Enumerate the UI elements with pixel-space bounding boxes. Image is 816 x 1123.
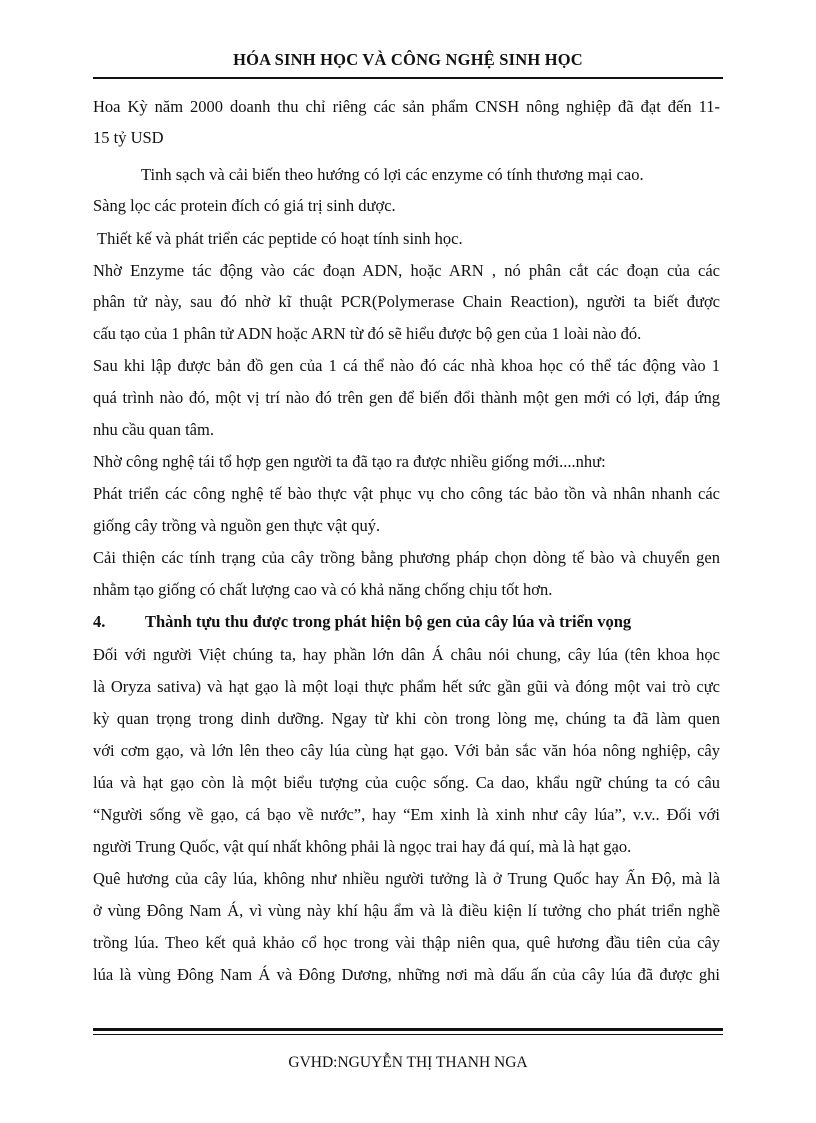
body-line: Nhờ Enzyme tác động vào các đoạn ADN, hoặc ARN , nó phân cắt các đoạn của các: [93, 261, 720, 280]
body-line: Thiết kế và phát triển các peptide có hoạt tính sinh học.: [97, 229, 463, 248]
body-line: 15 tỷ USD: [93, 128, 164, 147]
body-line: Tinh sạch và cải biến theo hướng có lợi các enzyme có tính thương mại cao.: [141, 165, 644, 184]
body-line: người Trung Quốc, vật quí nhất không phải là ngọc trai hay đá quí, mà là hạt gạo.: [93, 837, 632, 856]
body-line: quá trình nào đó, một vị trí nào đó trên gen để biến đổi thành một gen mới có lợi, đáp ứng: [93, 388, 720, 407]
body-line: trồng lúa. Theo kết quả khảo cổ học trong vài thập niên qua, quê hương đầu tiên của cây: [93, 933, 720, 952]
section-number: 4.: [93, 612, 106, 631]
body-line: Nhờ công nghệ tái tổ hợp gen người ta đã tạo ra được nhiều giống mới....như:: [93, 452, 606, 471]
body-line: với cơm gạo, và lớn lên theo cây lúa cùng hạt gạo. Với bản sắc văn hóa nông nghiệp, cây: [93, 741, 720, 760]
footer-divider-thin: [93, 1034, 723, 1035]
body-line: kỳ quan trọng trong dinh dưỡng. Ngay từ khi còn trong lòng mẹ, chúng ta đã làm quen: [93, 709, 720, 728]
body-line: ở vùng Đông Nam Á, vì vùng này khí hậu ẩm và là điều kiện lí tưởng cho phát triển nghề: [93, 901, 720, 920]
page-header-title: HÓA SINH HỌC VÀ CÔNG NGHỆ SINH HỌC: [233, 50, 583, 69]
page-footer-supervisor: GVHD:NGUYỄN THỊ THANH NGA: [288, 1054, 528, 1071]
body-line: lúa và hạt gạo còn là một biểu tượng của cuộc sống. Ca dao, khẩu ngữ chúng ta có câu: [93, 773, 720, 792]
body-line: nhu cầu quan tâm.: [93, 420, 214, 439]
header-divider: [93, 77, 723, 79]
footer-divider-thick: [93, 1028, 723, 1031]
section-title: Thành tựu thu được trong phát hiện bộ gen của cây lúa và triển vọng: [145, 612, 632, 631]
body-line: giống cây trồng và nguồn gen thực vật quý.: [93, 516, 381, 535]
body-line: cấu tạo của 1 phân tử ADN hoặc ARN từ đó sẽ hiểu được bộ gen của 1 loài nào đó.: [93, 324, 642, 343]
body-line: Quê hương của cây lúa, không như nhiều người tưởng là ở Trung Quốc hay Ấn Độ, mà là: [93, 869, 720, 888]
body-line: “Người sống về gạo, cá bạo về nước”, hay “Em xinh là xinh như cây lúa”, v.v.. Đối với: [93, 805, 720, 824]
body-line: Đối với người Việt chúng ta, hay phần lớn dân Á châu nói chung, cây lúa (tên khoa học: [93, 645, 720, 664]
body-line: Hoa Kỳ năm 2000 doanh thu chỉ riêng các sản phẩm CNSH nông nghiệp đã đạt đến 11-: [93, 97, 720, 116]
body-line: Sau khi lập được bản đồ gen của 1 cá thể nào đó các nhà khoa học có thể tác động vào 1: [93, 356, 720, 375]
body-line: là Oryza sativa) và hạt gạo là một loại thực phẩm hết sức gần gũi và đóng một vai trò cực: [93, 677, 720, 696]
body-line: Cải thiện các tính trạng của cây trồng bằng phương pháp chọn dòng tế bào và chuyển gen: [93, 548, 720, 567]
body-line: Sàng lọc các protein đích có giá trị sinh dược.: [93, 196, 396, 215]
body-line: lúa là vùng Đông Nam Á và Đông Dương, những nơi mà dấu ấn của cây lúa đã được ghi: [93, 965, 720, 984]
section-heading: [93, 612, 631, 632]
body-line: Phát triển các công nghệ tế bào thực vật phục vụ cho công tác bảo tồn và nhân nhanh các: [93, 484, 720, 503]
body-line: phân tử này, sau đó nhờ kĩ thuật PCR(Polymerase Chain Reaction), người ta biết được: [93, 292, 720, 311]
body-line: nhằm tạo giống có chất lượng cao và có khả năng chống chịu tốt hơn.: [93, 580, 553, 599]
